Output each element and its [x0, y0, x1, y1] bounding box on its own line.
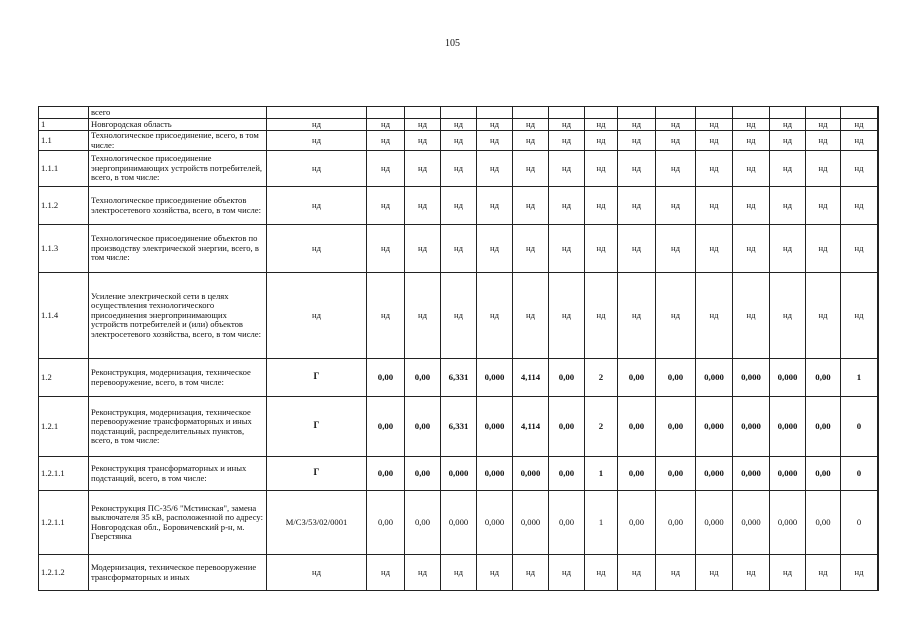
- row-value: нд: [733, 225, 770, 273]
- row-value: нд: [441, 273, 477, 359]
- row-value: нд: [618, 187, 656, 225]
- row-value: 0,00: [405, 457, 441, 491]
- row-value: нд: [841, 119, 878, 131]
- row-value: 0,000: [696, 397, 733, 457]
- row-identifier: нд: [267, 119, 367, 131]
- row-value: нд: [618, 131, 656, 151]
- row-value: 0,00: [806, 359, 841, 397]
- row-value: нд: [367, 151, 405, 187]
- table-row: [39, 151, 879, 187]
- row-value: нд: [618, 225, 656, 273]
- row-value: 0,000: [477, 359, 513, 397]
- row-value: нд: [513, 273, 549, 359]
- row-value: нд: [441, 119, 477, 131]
- row-value: 0,00: [367, 457, 405, 491]
- row-value: нд: [841, 187, 878, 225]
- row-value: 6,331: [441, 359, 477, 397]
- row-value: нд: [405, 225, 441, 273]
- row-value: [878, 151, 879, 187]
- row-value: нд: [405, 151, 441, 187]
- table-row: [39, 555, 879, 591]
- row-value: 1: [841, 359, 878, 397]
- row-value: нд: [477, 273, 513, 359]
- row-value: 0: [841, 457, 878, 491]
- table-row-top: [39, 107, 879, 119]
- row-value: нд: [733, 273, 770, 359]
- row-value: 6,331: [441, 397, 477, 457]
- row-value: нд: [806, 119, 841, 131]
- row-value: нд: [513, 187, 549, 225]
- row-value: 0,000: [477, 491, 513, 555]
- row-value: 0,00: [656, 397, 696, 457]
- row-value: [878, 119, 879, 131]
- row-value: нд: [806, 273, 841, 359]
- row-value: нд: [549, 131, 585, 151]
- row-value: нд: [513, 131, 549, 151]
- row-value: [878, 555, 879, 591]
- row-value: нд: [656, 273, 696, 359]
- row-identifier: нд: [267, 187, 367, 225]
- row-value: нд: [585, 131, 618, 151]
- row-value: 0,00: [405, 491, 441, 555]
- row-identifier: Г: [267, 397, 367, 457]
- row-value: 0,000: [513, 491, 549, 555]
- row-value: нд: [405, 555, 441, 591]
- table-row: [39, 397, 879, 457]
- row-value: нд: [477, 119, 513, 131]
- row-value: нд: [441, 225, 477, 273]
- row-value: нд: [441, 151, 477, 187]
- row-value: нд: [618, 273, 656, 359]
- row-value: 0,00: [806, 491, 841, 555]
- row-value: 0,000: [770, 359, 806, 397]
- row-value: нд: [806, 225, 841, 273]
- row-code: 1.1: [39, 131, 89, 151]
- row-value: нд: [549, 225, 585, 273]
- row-value: [878, 131, 879, 151]
- row-value: нд: [585, 225, 618, 273]
- row-value: нд: [405, 131, 441, 151]
- row-value: 2: [585, 359, 618, 397]
- row-value: 0,000: [770, 457, 806, 491]
- row-value: нд: [585, 555, 618, 591]
- row-value: 4,114: [513, 397, 549, 457]
- row-value: нд: [656, 225, 696, 273]
- table-row: [39, 225, 879, 273]
- row-value: 0,000: [733, 491, 770, 555]
- row-value: нд: [477, 225, 513, 273]
- row-code: [39, 107, 89, 119]
- page-number: 105: [445, 38, 460, 49]
- row-name: всего: [89, 107, 267, 119]
- row-value: 0,00: [618, 359, 656, 397]
- row-value: нд: [733, 131, 770, 151]
- row-value: нд: [770, 119, 806, 131]
- row-value: нд: [441, 555, 477, 591]
- row-value: нд: [656, 119, 696, 131]
- row-code: 1.1.3: [39, 225, 89, 273]
- row-value: нд: [549, 151, 585, 187]
- row-value: нд: [513, 555, 549, 591]
- row-value: нд: [513, 225, 549, 273]
- row-value: 0: [841, 491, 878, 555]
- row-identifier: Г: [267, 359, 367, 397]
- row-value: 0,00: [656, 359, 696, 397]
- row-value: нд: [477, 187, 513, 225]
- table-row: [39, 359, 879, 397]
- row-value: нд: [770, 273, 806, 359]
- table-row: [39, 457, 879, 491]
- row-value: нд: [841, 151, 878, 187]
- row-value: нд: [806, 151, 841, 187]
- row-value: нд: [656, 555, 696, 591]
- row-identifier: Г: [267, 457, 367, 491]
- row-value: 0,00: [656, 457, 696, 491]
- row-value: нд: [696, 555, 733, 591]
- row-value: нд: [656, 187, 696, 225]
- row-value: нд: [841, 131, 878, 151]
- row-value: 0,00: [549, 457, 585, 491]
- row-value: нд: [770, 187, 806, 225]
- row-value: нд: [618, 555, 656, 591]
- row-value: 0,000: [441, 457, 477, 491]
- row-value: 0,00: [367, 491, 405, 555]
- row-value: 0,00: [549, 491, 585, 555]
- row-value: 0,000: [441, 491, 477, 555]
- row-value: нд: [696, 273, 733, 359]
- row-value: нд: [549, 273, 585, 359]
- row-value: [878, 359, 879, 397]
- investment-program-table: [38, 106, 879, 591]
- row-value: нд: [733, 187, 770, 225]
- row-value: [878, 491, 879, 555]
- row-value: нд: [618, 151, 656, 187]
- row-value: нд: [549, 119, 585, 131]
- row-value: нд: [441, 187, 477, 225]
- row-name: Реконструкция трансформаторных и иных подстанций, всего, в том числе:: [89, 457, 267, 491]
- row-value: 0,00: [806, 397, 841, 457]
- row-value: нд: [477, 131, 513, 151]
- row-value: 0,000: [770, 491, 806, 555]
- row-name: Технологическое присоединение, всего, в том числе:: [89, 131, 267, 151]
- row-value: нд: [549, 555, 585, 591]
- table-row: [39, 131, 879, 151]
- row-value: 0,000: [770, 397, 806, 457]
- row-identifier: нд: [267, 225, 367, 273]
- row-value: нд: [733, 119, 770, 131]
- row-value: нд: [733, 555, 770, 591]
- row-name: Технологическое присоединение объектов по производству электрической энергии, всего, в том числе:: [89, 225, 267, 273]
- row-value: [878, 225, 879, 273]
- row-value: нд: [367, 131, 405, 151]
- row-value: нд: [405, 119, 441, 131]
- row-code: 1.1.2: [39, 187, 89, 225]
- row-value: нд: [367, 119, 405, 131]
- row-value: 0,000: [696, 491, 733, 555]
- row-value: 1: [585, 491, 618, 555]
- row-name: Реконструкция, модернизация, техническое перевооружение, всего, в том числе:: [89, 359, 267, 397]
- row-value: нд: [367, 273, 405, 359]
- row-code: 1: [39, 119, 89, 131]
- row-value: нд: [585, 273, 618, 359]
- table-row: [39, 119, 879, 131]
- row-value: 0,000: [696, 359, 733, 397]
- row-name: Реконструкция, модернизация, техническое перевооружение трансформаторных и иных подстанций, распределительных пунктов, всего, в том числе:: [89, 397, 267, 457]
- row-value: нд: [841, 555, 878, 591]
- row-value: нд: [405, 187, 441, 225]
- row-code: 1.2: [39, 359, 89, 397]
- row-value: нд: [513, 119, 549, 131]
- row-value: нд: [477, 151, 513, 187]
- row-value: 0,00: [806, 457, 841, 491]
- row-name: Технологическое присоединение энергопринимающих устройств потребителей, всего, в том числе:: [89, 151, 267, 187]
- row-value: 0,00: [405, 359, 441, 397]
- row-name: Реконструкция ПС-35/6 "Мстинская", замена выключателя 35 кВ, расположенной по адресу: Новгородская обл., Боровичевский р-н, м. Гверстянка: [89, 491, 267, 555]
- row-identifier: нд: [267, 131, 367, 151]
- row-value: 0,000: [477, 457, 513, 491]
- row-code: 1.1.4: [39, 273, 89, 359]
- row-name: Модернизация, техническое перевооружение трансформаторных и иных: [89, 555, 267, 591]
- row-value: нд: [770, 151, 806, 187]
- row-value: [878, 457, 879, 491]
- row-value: нд: [696, 151, 733, 187]
- table-row: [39, 491, 879, 555]
- row-value: 0,00: [367, 359, 405, 397]
- row-value: нд: [733, 151, 770, 187]
- row-value: нд: [441, 131, 477, 151]
- row-value: нд: [696, 187, 733, 225]
- row-value: 0,00: [549, 359, 585, 397]
- table-row: [39, 273, 879, 359]
- row-value: нд: [806, 555, 841, 591]
- row-value: нд: [585, 187, 618, 225]
- row-value: нд: [770, 131, 806, 151]
- row-value: нд: [585, 151, 618, 187]
- row-value: 0,000: [733, 397, 770, 457]
- row-value: 0,00: [549, 397, 585, 457]
- row-value: 0,00: [656, 491, 696, 555]
- row-value: нд: [656, 131, 696, 151]
- row-identifier: М/СЗ/53/02/0001: [267, 491, 367, 555]
- row-identifier: нд: [267, 273, 367, 359]
- row-value: нд: [696, 119, 733, 131]
- row-value: 4,114: [513, 359, 549, 397]
- row-name: Новгородская область: [89, 119, 267, 131]
- row-value: нд: [405, 273, 441, 359]
- row-name: Технологическое присоединение объектов электросетевого хозяйства, всего, в том числе:: [89, 187, 267, 225]
- row-value: нд: [367, 187, 405, 225]
- row-value: нд: [696, 225, 733, 273]
- row-value: нд: [477, 555, 513, 591]
- row-value: нд: [841, 273, 878, 359]
- row-value: 0,00: [618, 491, 656, 555]
- row-value: 2: [585, 397, 618, 457]
- row-value: 0: [841, 397, 878, 457]
- row-value: 0,00: [367, 397, 405, 457]
- row-value: нд: [367, 225, 405, 273]
- row-value: нд: [549, 187, 585, 225]
- row-value: 0,000: [477, 397, 513, 457]
- row-value: 0,000: [733, 359, 770, 397]
- row-value: 0,000: [733, 457, 770, 491]
- row-value: нд: [806, 131, 841, 151]
- row-identifier: нд: [267, 151, 367, 187]
- table-row: [39, 187, 879, 225]
- row-value: нд: [770, 225, 806, 273]
- row-value: 0,000: [513, 457, 549, 491]
- row-value: нд: [585, 119, 618, 131]
- row-code: 1.1.1: [39, 151, 89, 187]
- row-value: нд: [618, 119, 656, 131]
- row-value: нд: [770, 555, 806, 591]
- row-code: 1.2.1.1: [39, 491, 89, 555]
- row-value: 1: [585, 457, 618, 491]
- row-identifier: нд: [267, 555, 367, 591]
- row-value: 0,00: [405, 397, 441, 457]
- row-value: 0,00: [618, 457, 656, 491]
- row-name: Усиление электрической сети в целях осуществления технологического присоединения энергопринимающих устройств потребителей и (или) объектов электросетевого хозяйства, всего, в том числе:: [89, 273, 267, 359]
- row-value: нд: [513, 151, 549, 187]
- row-value: нд: [367, 555, 405, 591]
- row-value: нд: [806, 187, 841, 225]
- row-value: [878, 397, 879, 457]
- row-code: 1.2.1.2: [39, 555, 89, 591]
- row-value: нд: [841, 225, 878, 273]
- row-value: [878, 273, 879, 359]
- row-value: 0,00: [618, 397, 656, 457]
- row-value: 0,000: [696, 457, 733, 491]
- row-value: нд: [656, 151, 696, 187]
- row-value: [878, 187, 879, 225]
- row-code: 1.2.1.1: [39, 457, 89, 491]
- row-code: 1.2.1: [39, 397, 89, 457]
- row-value: нд: [696, 131, 733, 151]
